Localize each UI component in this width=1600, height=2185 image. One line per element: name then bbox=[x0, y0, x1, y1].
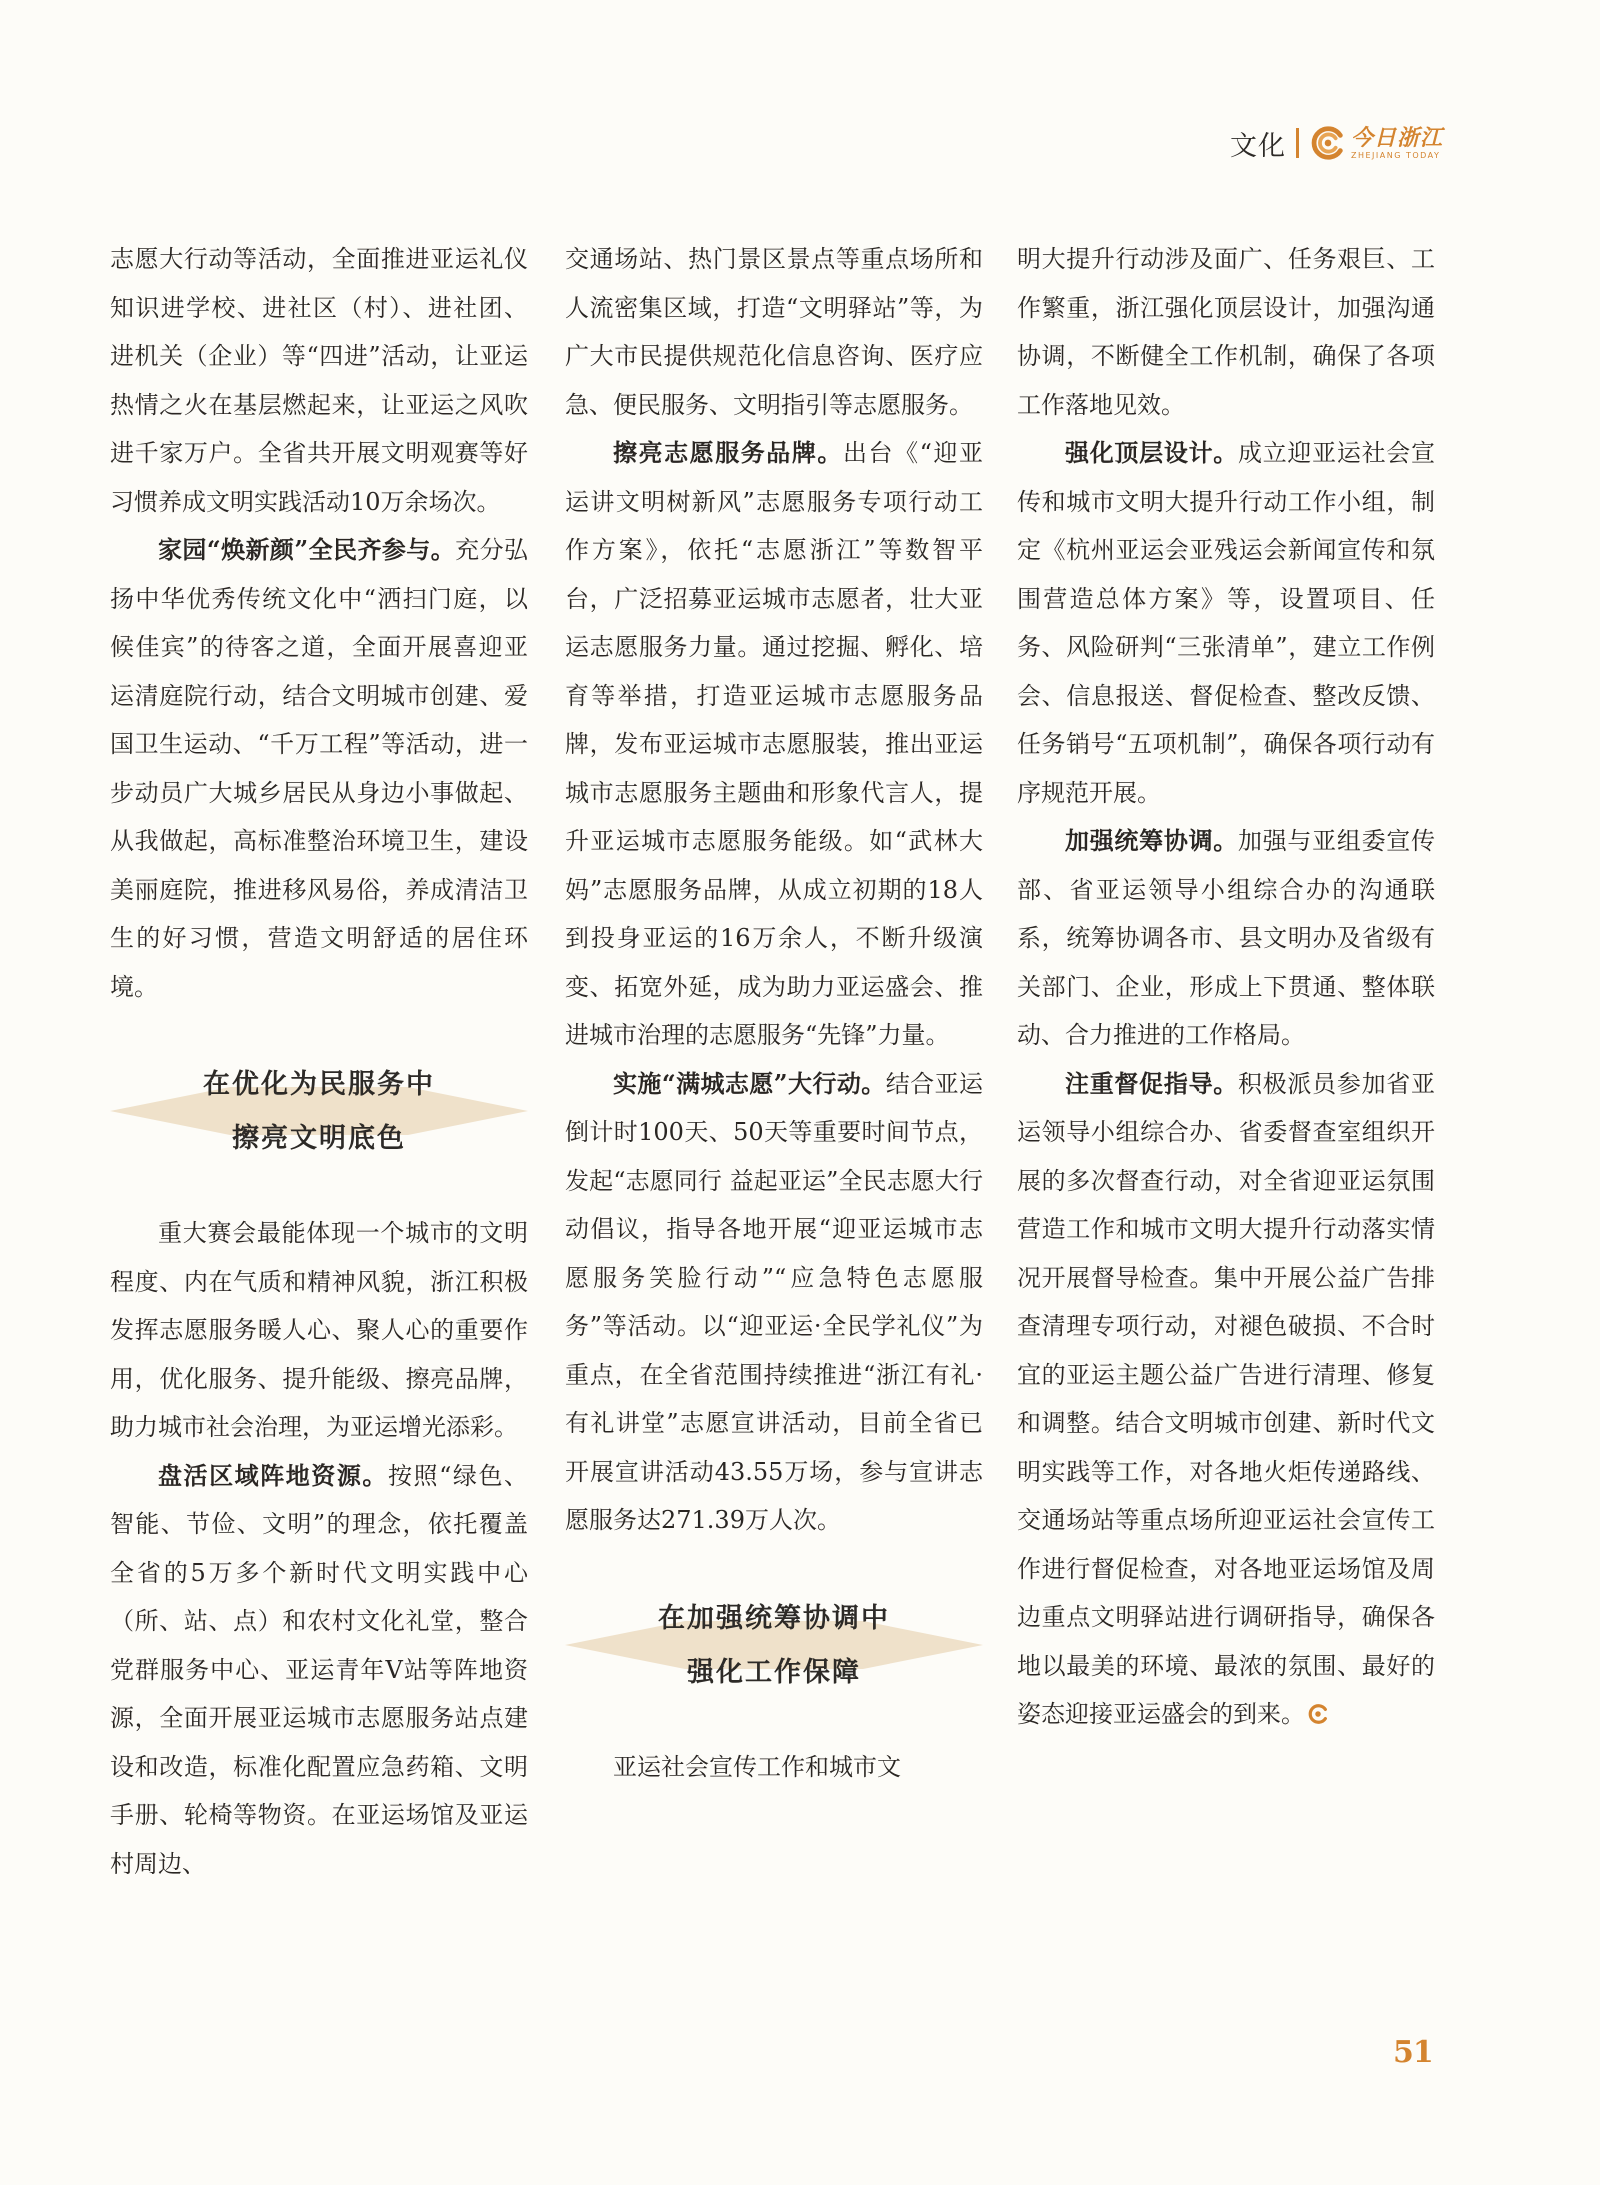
heading-line-2: 强化工作保障 bbox=[687, 1656, 861, 1688]
paragraph-lead: 注重督促指导。 bbox=[1065, 1068, 1238, 1098]
brand-wordmark bbox=[1351, 124, 1444, 160]
article-column-2 bbox=[565, 235, 983, 1791]
section-heading bbox=[110, 1051, 528, 1171]
header-divider bbox=[1296, 128, 1299, 158]
heading-line-2: 擦亮文明底色 bbox=[232, 1123, 406, 1154]
paragraph bbox=[1017, 1060, 1435, 1739]
page-header bbox=[1230, 118, 1530, 168]
paragraph bbox=[565, 1060, 983, 1545]
article-column-3 bbox=[1017, 235, 1435, 1739]
paragraph-body: 成立迎亚运社会宣传和城市文明大提升行动工作小组，制定《杭州亚运会亚残运会新闻宣传和氛围营造总体方案》等，设置项目、任务、风险研判“三张清单”，建立工作例会、信息报送、督促检查、整改反馈、任务销号“五项机制”，确保各项行动有序规范开展。 bbox=[1017, 439, 1435, 807]
heading-line-1: 在优化为民服务中 bbox=[203, 1069, 435, 1100]
paragraph: 志愿大行动等活动，全面推进亚运礼仪知识进学校、进社区（村）、进社团、进机关（企业）等“四进”活动，让亚运热情之火在基层燃起来，让亚运之风吹进千家万户。全省共开展文明观赛等好习惯养成文明实践活动10万余场次。 bbox=[110, 245, 528, 516]
paragraph-body: 加强与亚组委宣传部、省亚运领导小组综合办的沟通联系，统筹协调各市、县文明办及省级有关部门、企业，形成上下贯通、整体联动、合力推进的工作格局。 bbox=[1017, 827, 1435, 1049]
end-mark-icon bbox=[1307, 1703, 1329, 1725]
paragraph-body: 积极派员参加省亚运领导小组综合办、省委督查室组织开展的多次督查行动，对全省迎亚运氛围营造工作和城市文明大提升行动落实情况开展督导检查。集中开展公益广告排查清理专项行动，对褪色破损、不合时宜的亚运主题公益广告进行清理、修复和调整。结合文明城市创建、新时代文明实践等工作，对各地火炬传递路线、交通场站等重点场所迎亚运社会宣传工作进行督促检查，对各地亚运场馆及周边重点文明驿站进行调研指导，确保各地以最美的环境、最浓的氛围、最好的姿态迎接亚运盛会的到来。 bbox=[1017, 1069, 1435, 1728]
section-heading bbox=[565, 1585, 983, 1705]
paragraph-lead: 实施“满城志愿”大行动。 bbox=[613, 1068, 886, 1098]
paragraph-lead: 加强统筹协调。 bbox=[1065, 826, 1238, 855]
paragraph: 明大提升行动涉及面广、任务艰巨、工作繁重，浙江强化顶层设计，加强沟通协调，不断健全工作机制，确保了各项工作落地见效。 bbox=[1017, 245, 1435, 419]
paragraph-lead: 强化顶层设计。 bbox=[1065, 438, 1238, 467]
paragraph bbox=[1017, 817, 1435, 1060]
section-label: 文化 bbox=[1230, 130, 1286, 162]
article-column-1 bbox=[110, 235, 528, 1888]
paragraph-body: 按照“绿色、智能、节俭、文明”的理念，依托覆盖全省的5万多个新时代文明实践中心（所、站、点）和农村文化礼堂，整合党群服务中心、亚运青年V站等阵地资源，全面开展亚运城市志愿服务站点建设和改造，标准化配置应急药箱、文明手册、轮椅等物资。在亚运场馆及亚运村周边、 bbox=[110, 1461, 528, 1878]
heading-line-1: 在加强统筹协调中 bbox=[658, 1602, 890, 1634]
paragraph: 交通场站、热门景区景点等重点场所和人流密集区域，打造“文明驿站”等，为广大市民提供规范化信息咨询、医疗应急、便民服务、文明指引等志愿服务。 bbox=[565, 245, 983, 419]
paragraph-lead: 擦亮志愿服务品牌。 bbox=[613, 438, 843, 467]
paragraph: 亚运社会宣传工作和城市文 bbox=[613, 1752, 901, 1781]
paragraph-body: 充分弘扬中华优秀传统文化中“洒扫门庭，以候佳宾”的待客之道，全面开展喜迎亚运清庭院行动，结合文明城市创建、爱国卫生运动、“千万工程”等活动，进一步动员广大城乡居民从身边小事做起、从我做起，高标准整治环境卫生，建设美丽庭院，推进移风易俗，养成清洁卫生的好习惯，营造文明舒适的居住环境。 bbox=[110, 536, 529, 1001]
paragraph-body: 结合亚运倒计时100天、50天等重要时间节点，发起“志愿同行 益起亚运”全民志愿大行动倡议，指导各地开展“迎亚运城市志愿服务笑脸行动”“应急特色志愿服务”等活动。以“迎亚运·全民学礼仪”为重点，在全省范围持续推进“浙江有礼·有礼讲堂”志愿宣讲活动，目前全省已开展宣讲活动43.55万场，参与宣讲志愿服务达271.39万人次。 bbox=[565, 1069, 984, 1534]
paragraph bbox=[565, 429, 983, 1060]
paragraph bbox=[110, 526, 528, 1011]
paragraph-body: 出台《“迎亚运讲文明树新风”志愿服务专项行动工作方案》，依托“志愿浙江”等数智平台，广泛招募亚运城市志愿者，壮大亚运志愿服务力量。通过挖掘、孵化、培育等举措，打造亚运城市志愿服务品牌，发布亚运城市志愿服装，推出亚运城市志愿服务主题曲和形象代言人，提升亚运城市志愿服务能级。如“武林大妈”志愿服务品牌，从成立初期的18人到投身亚运的16万余人，不断升级演变、拓宽外延，成为助力亚运盛会、推进城市治理的志愿服务“先锋”力量。 bbox=[565, 439, 983, 1049]
paragraph: 重大赛会最能体现一个城市的文明程度、内在气质和精神风貌，浙江积极发挥志愿服务暖人心、聚人心的重要作用，优化服务、提升能级、擦亮品牌，助力城市社会治理，为亚运增光添彩。 bbox=[110, 1219, 528, 1441]
brand-name-en: ZHEJIANG TODAY bbox=[1351, 150, 1441, 160]
brand-name-cn: 今日浙江 bbox=[1351, 124, 1444, 151]
brand-logo-icon bbox=[1309, 124, 1347, 162]
paragraph-lead: 家园“焕新颜”全民齐参与。 bbox=[158, 535, 456, 564]
paragraph-lead: 盘活区域阵地资源。 bbox=[158, 1460, 388, 1490]
page-number: 51 bbox=[1393, 2035, 1433, 2070]
paragraph bbox=[1017, 429, 1435, 817]
paragraph bbox=[110, 1452, 528, 1889]
